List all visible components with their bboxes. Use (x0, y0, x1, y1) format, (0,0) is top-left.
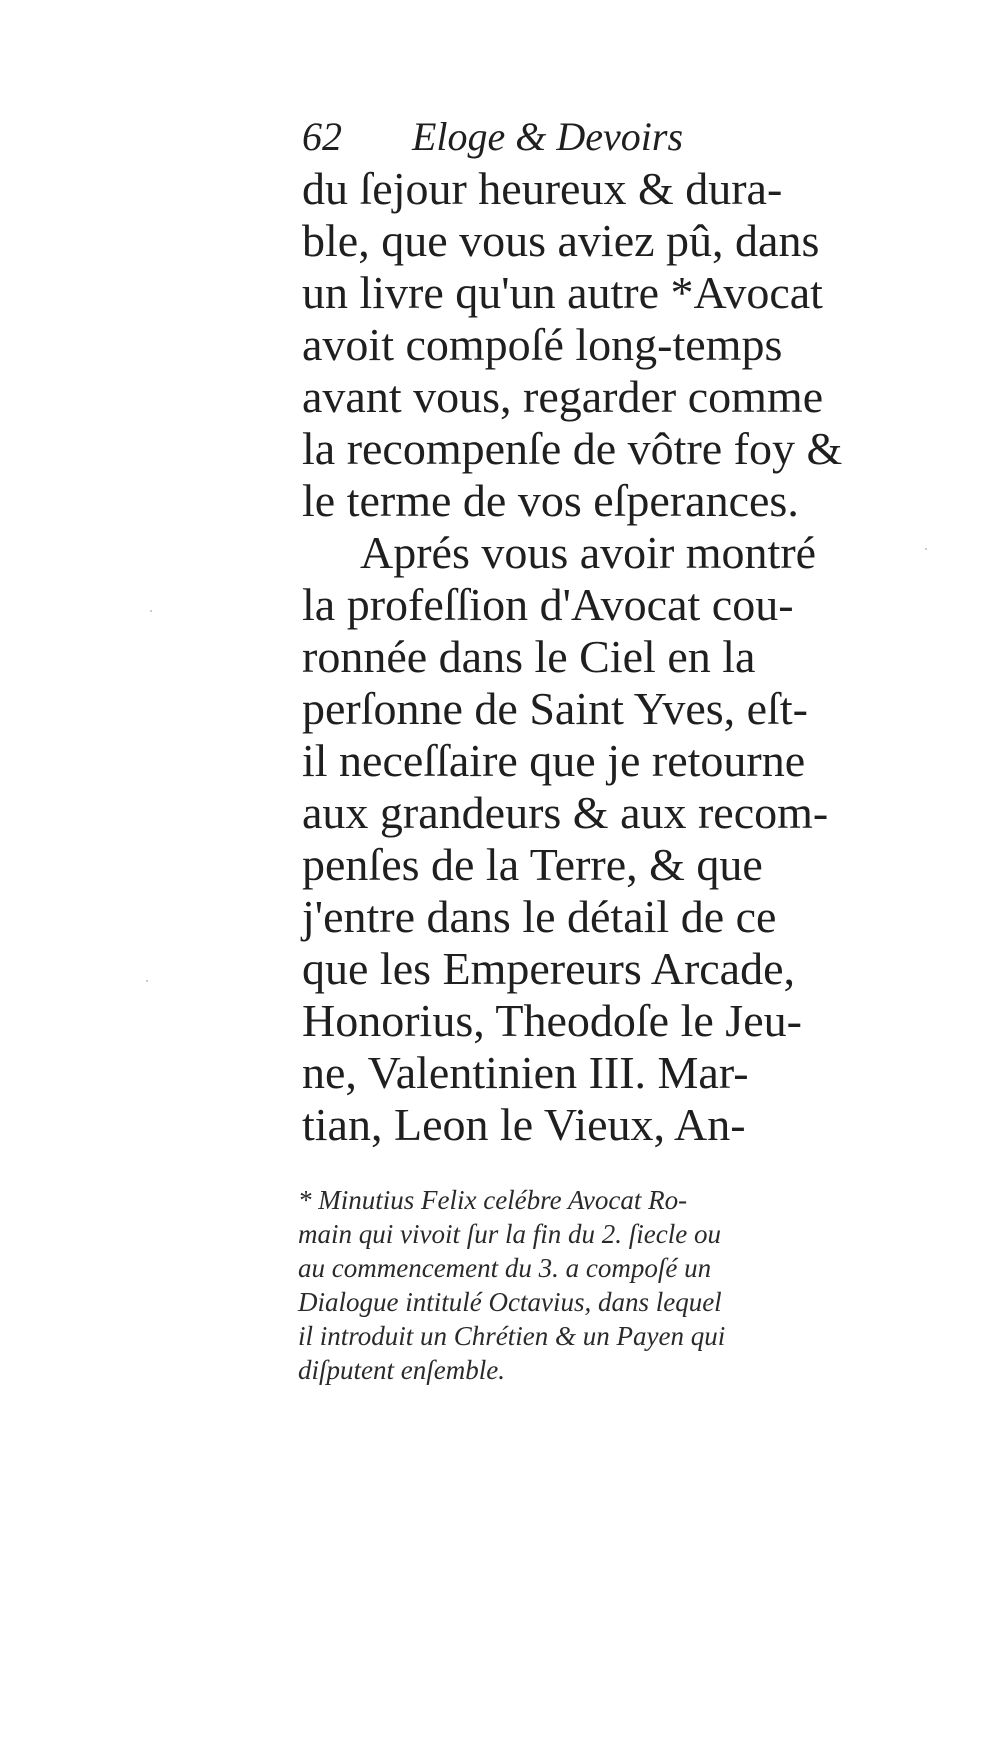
footnote-line: Dialogue intitulé Octavius, dans lequel (298, 1287, 722, 1317)
text-line: un livre qu'un autre *Avocat (302, 267, 823, 318)
running-title: Eloge & Devoirs (412, 114, 684, 159)
text-line: avoit compoſé long-temps (302, 319, 783, 370)
text-line: la profeſſion d'Avocat cou- (302, 579, 794, 630)
paper-speck (925, 548, 927, 550)
footnote-line: au commencement du 3. a compoſé un (298, 1253, 712, 1283)
text-line: le terme de vos eſperances. (302, 475, 799, 526)
paper-speck (150, 610, 152, 612)
text-line: j'entre dans le détail de ce (302, 891, 777, 942)
text-line: avant vous, regarder comme (302, 371, 824, 422)
text-line: Honorius, Theodoſe le Jeu- (302, 995, 802, 1046)
page-number: 62 (302, 114, 342, 159)
text-line: que les Empereurs Arcade, (302, 943, 796, 994)
footnote-line: * Minutius Felix celébre Avocat Ro- (298, 1185, 688, 1215)
text-line: tian, Leon le Vieux, An- (302, 1099, 746, 1150)
text-line: ble, que vous aviez pû, dans (302, 215, 820, 266)
paragraph-start-line: Aprés vous avoir montré (360, 527, 817, 578)
footnote (298, 1183, 888, 1387)
footnote-line: diſputent enſemble. (298, 1355, 505, 1385)
text-line: perſonne de Saint Yves, eſt- (302, 683, 808, 734)
text-line: ne, Valentinien III. Mar- (302, 1047, 749, 1098)
text-line: aux grandeurs & aux recom- (302, 787, 829, 838)
running-head (302, 112, 772, 162)
text-line: du ſejour heureux & dura- (302, 163, 783, 214)
footnote-line: main qui vivoit ſur la fin du 2. ſiecle ou (298, 1219, 721, 1249)
text-line: la recompenſe de vôtre foy & (302, 423, 843, 474)
body-text (302, 163, 887, 1151)
text-line: il neceſſaire que je retourne (302, 735, 806, 786)
footnote-line: il introduit un Chrétien & un Payen qui (298, 1321, 726, 1351)
text-line: penſes de la Terre, & que (302, 839, 763, 890)
paper-speck (146, 980, 148, 982)
text-line: ronnée dans le Ciel en la (302, 631, 756, 682)
